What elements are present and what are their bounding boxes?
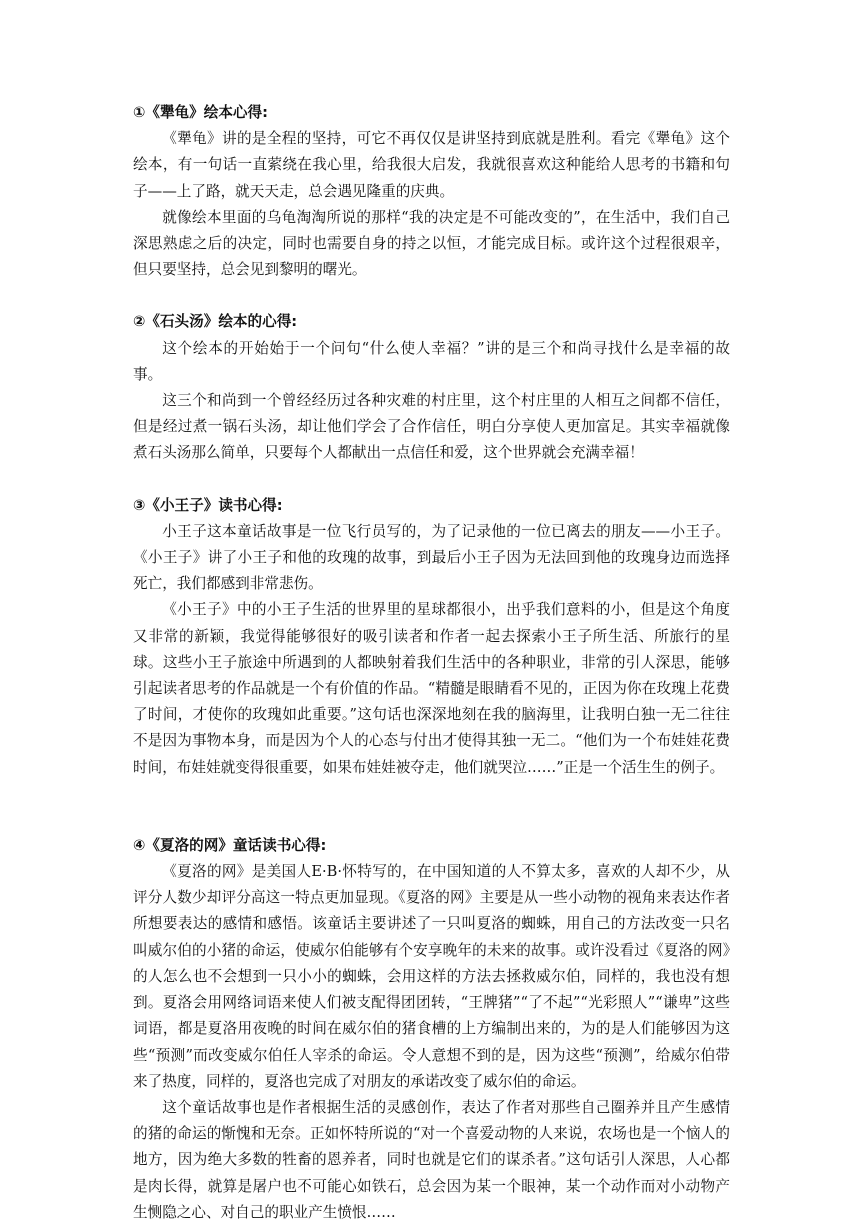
section-xialuodewang [133, 833, 730, 1226]
spacer [133, 781, 730, 833]
paragraph: 《夏洛的网》是美国人E·B·怀特写的，在中国知道的人不算太多，喜欢的人却不少，从评分人数少却评分高这一特点更加显现。《夏洛的网》主要是从一些小动物的视角来表达作者所想要表达的感情和感悟。该童话主要讲述了一只叫夏洛的蜘蛛，用自己的方法改变一只名叫威尔伯的小猪的命运，使威尔伯能够有个安享晚年的未来的故事。或许没看过《夏洛的网》的人怎么也不会想到一只小小的蜘蛛，会用这样的方法去拯救威尔伯，同样的，我也没有想到。夏洛会用网络词语来使人们被支配得团团转，“王牌猪”“了不起”“光彩照人”“谦卑”这些词语，都是夏洛用夜晚的时间在威尔伯的猪食槽的上方编制出来的，为的是人们能够因为这些“预测”而改变威尔伯任人宰杀的命运。令人意想不到的是，因为这些“预测”，给威尔伯带来了热度，同样的，夏洛也完成了对朋友的承诺改变了威尔伯的命运。 [133, 863, 730, 1090]
section-title: ④《夏洛的网》童话读书心得: [133, 836, 327, 854]
paragraph: 小王子这本童话故事是一位飞行员写的，为了记录他的一位已离去的朋友——小王子。《小王子》讲了小王子和他的玫瑰的故事，到最后小王子因为无法回到他的玫瑰身边而选择死亡，我们都感到非常悲伤。 [133, 522, 730, 593]
section-title: ②《石头汤》绘本的心得: [133, 313, 298, 331]
spacer [133, 467, 730, 493]
spacer [133, 283, 730, 309]
paragraph: 这三个和尚到一个曾经经历过各种灾难的村庄里，这个村庄里的人相互之间都不信任，但是经过煮一锅石头汤，却让他们学会了合作信任，明白分享使人更加富足。其实幸福就像煮石头汤那么简单，只要每个人都献出一点信任和爱，这个世界就会充满幸福！ [133, 392, 730, 462]
paragraph: 《犟龟》讲的是全程的坚持，可它不再仅仅是讲坚持到底就是胜利。看完《犟龟》这个绘本，有一句话一直萦绕在我心里，给我很大启发，我就很喜欢这种能给人思考的书籍和句子——上了路，就天天走，总会遇见隆重的庆典。 [133, 130, 730, 200]
paragraph: 这个绘本的开始始于一个问句“什么使人幸福？”讲的是三个和尚寻找什么是幸福的故事。 [133, 339, 730, 383]
section-title: ③《小王子》读书心得: [133, 496, 283, 514]
paragraph: 《小王子》中的小王子生活的世界里的星球都很小，出乎我们意料的小，但是这个角度又非常的新颖，我觉得能够很好的吸引读者和作者一起去探索小王子所生活、所旅行的星球。这些小王子旅途中所遇到的人都映射着我们生活中的各种职业，非常的引人深思，能够引起读者思考的作品就是一个有价值的作品。“精髓是眼睛看不见的，正因为你在玫瑰上花费了时间，才使你的玫瑰如此重要。”这句话也深深地刻在我的脑海里，让我明白独一无二往往不是因为事物本身，而是因为个人的心态与付出才使得其独一无二。“他们为一个布娃娃花费时间，布娃娃就变得很重要，如果布娃娃被夺走，他们就哭泣……”正是一个活生生的例子。 [133, 601, 730, 776]
paragraph: 这个童话故事也是作者根据生活的灵感创作，表达了作者对那些自己圈养并且产生感情的猪的命运的惭愧和无奈。正如怀特所说的“对一个喜爱动物的人来说，农场也是一个恼人的地方，因为绝大多数的牲畜的恩养者，同时也就是它们的谋杀者。”这句话引人深思，人心都是肉长得，就算是屠户也不可能心如铁石，总会因为某一个眼神，某一个动作而对小动物产生恻隐之心、对自己的职业产生愤恨…… [133, 1098, 730, 1221]
paragraph: 就像绘本里面的乌龟淘淘所说的那样“我的决定是不可能改变的”，在生活中，我们自己深思熟虑之后的决定，同时也需要自身的持之以恒，才能完成目标。或许这个过程很艰辛，但只要坚持，总会见到黎明的曙光。 [133, 208, 730, 279]
section-jianggui [133, 100, 730, 283]
section-title: ①《犟龟》绘本心得: [133, 104, 268, 121]
section-xiaowangzi [133, 493, 730, 781]
section-shitoutang [133, 309, 730, 466]
document-page [133, 100, 730, 1226]
